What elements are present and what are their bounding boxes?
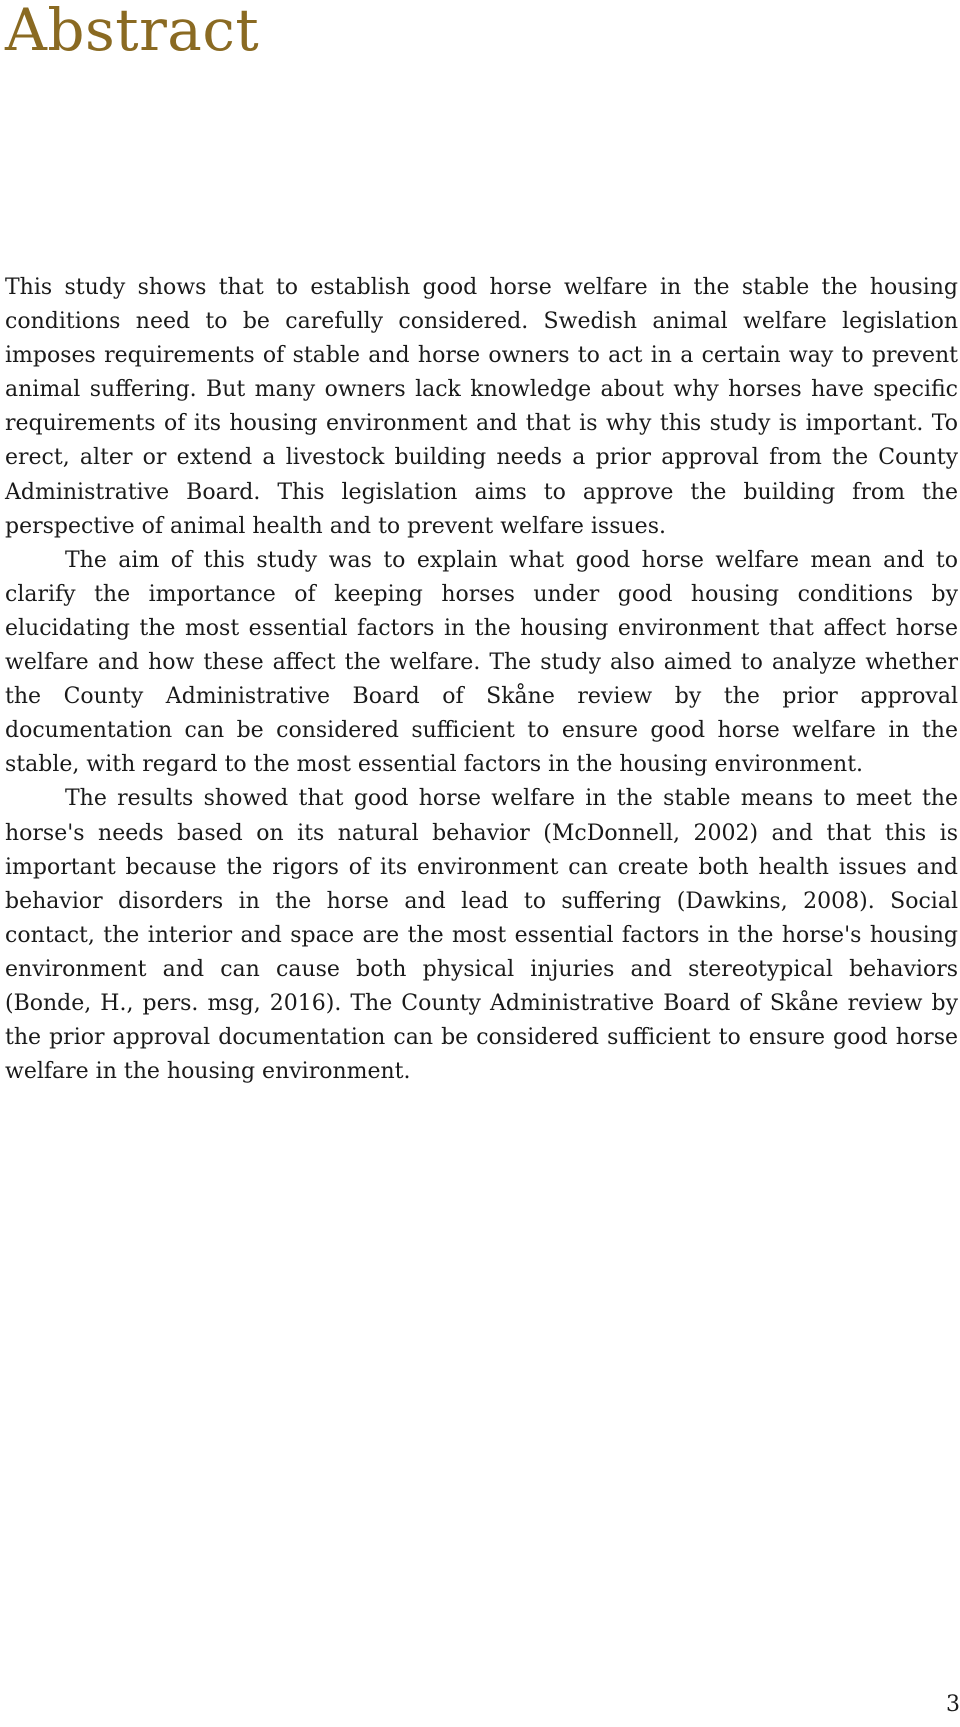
abstract-body: [5, 271, 958, 1089]
abstract-paragraph-2: The aim of this study was to explain what good horse welfare mean and to clarify the importance of keeping horses under good housing conditions by elucidating the most essential factors in the housing environment that affect horse welfare and how these affect the welfare. The study also aimed to analyze whether the County Administrative Board of Skåne review by the prior approval documentation can be considered sufficient to ensure good horse welfare in the stable, with regard to the most essential factors in the housing environment.: [5, 547, 958, 778]
page-number: 3: [946, 1692, 960, 1717]
abstract-paragraph-1: This study shows that to establish good horse welfare in the stable the housing conditions need to be carefully considered. Swedish animal welfare legislation imposes requirements of stable and horse owners to act in a certain way to prevent animal suffering. But many owners lack knowledge about why horses have specific requirements of its housing environment and that is why this study is important. To erect, alter or extend a livestock building needs a prior approval from the County Administrative Board. This legislation aims to approve the building from the perspective of animal health and to prevent welfare issues.: [5, 275, 958, 539]
abstract-paragraph-3: The results showed that good horse welfare in the stable means to meet the horse's needs based on its natural behavior (McDonnell, 2002) and that this is important because the rigors of its environment can create both health issues and behavior disorders in the horse and lead to suffering (Dawkins, 2008). Social contact, the interior and space are the most essential factors in the horse's housing environment and can cause both physical injuries and stereotypical behaviors (Bonde, H., pers. msg, 2016). The County Administrative Board of Skåne review by the prior approval documentation can be considered sufficient to ensure good horse welfare in the housing environment.: [5, 786, 958, 1085]
abstract-heading: Abstract: [5, 0, 260, 64]
